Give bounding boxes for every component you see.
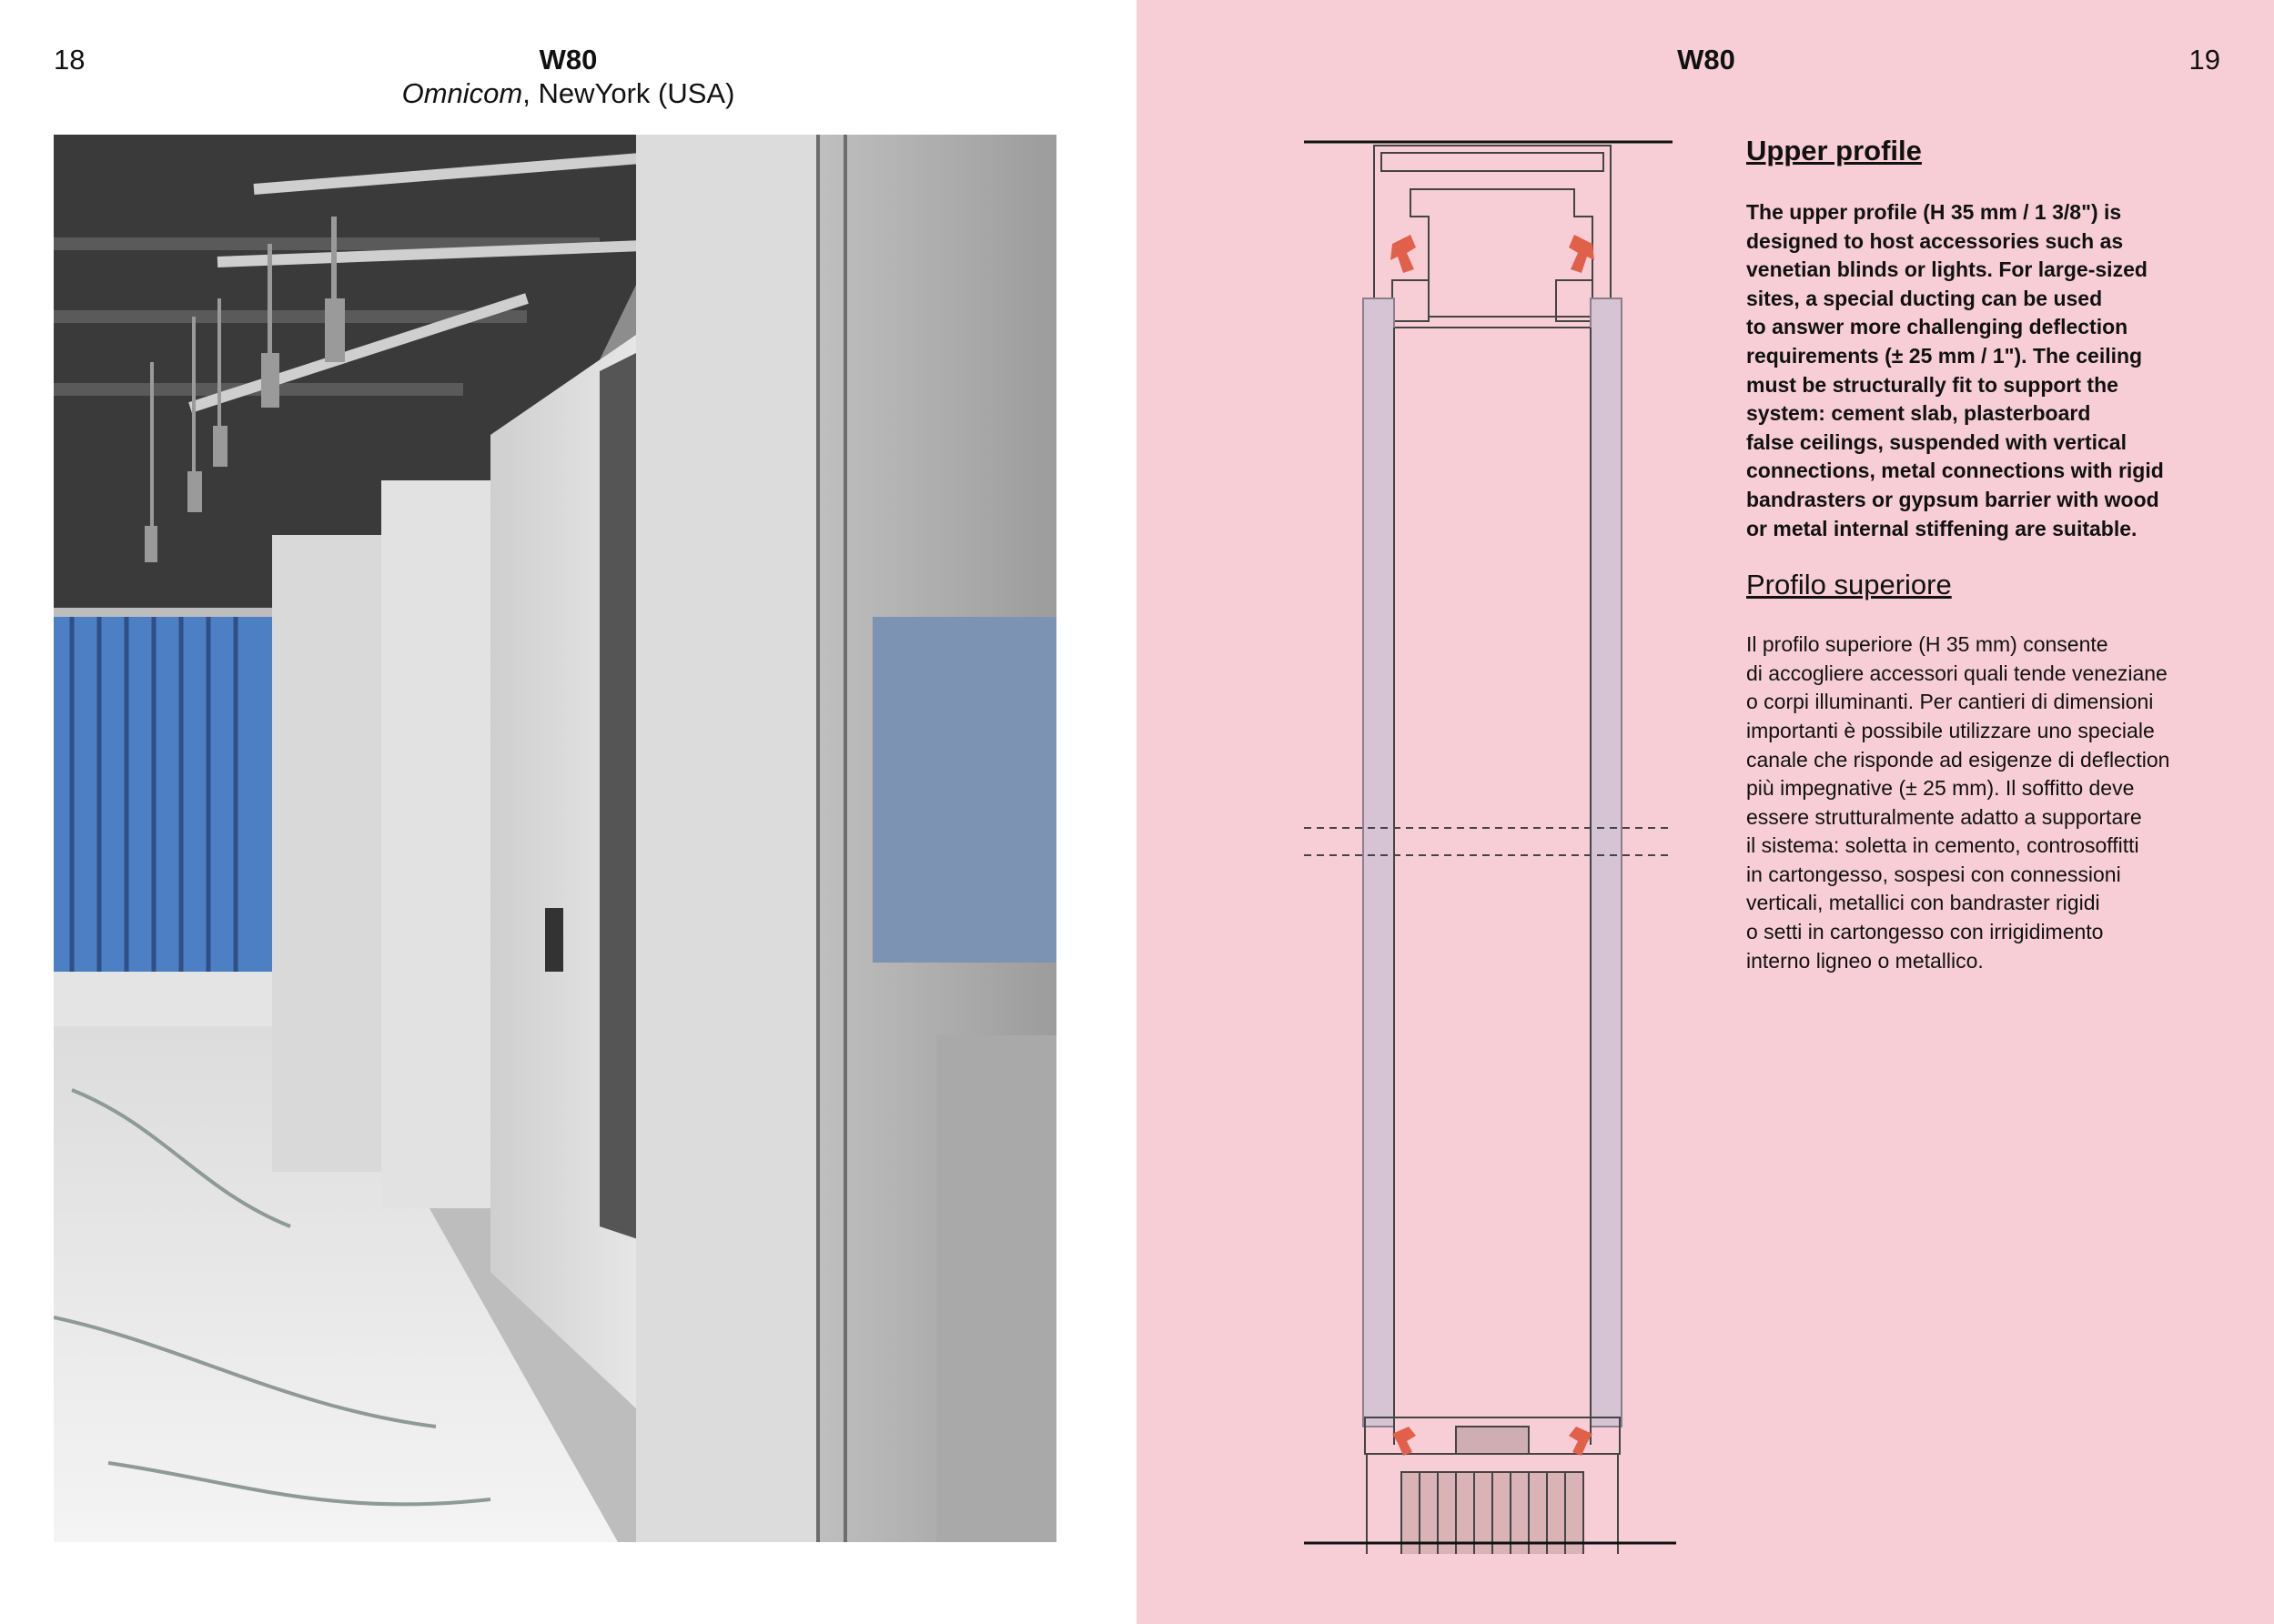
project-caption — [0, 77, 1137, 110]
upper-profile-section-drawing — [1301, 135, 1683, 1554]
text-line: di accogliere accessori quali tende veneziane — [1746, 661, 2168, 685]
text-line: to answer more challenging deflection — [1746, 315, 2128, 339]
page-number-right: 19 — [2188, 44, 2220, 76]
product-title-left: W80 — [539, 44, 598, 76]
text-line: bandrasters or gypsum barrier with wood — [1746, 487, 2159, 511]
text-line: canale che risponde ad esigenze di deflection — [1746, 747, 2170, 772]
project-location: , NewYork (USA) — [522, 77, 735, 109]
office-corridor-photo — [54, 135, 1056, 1542]
text-line: must be structurally fit to support the — [1746, 372, 2118, 397]
page-number-left: 18 — [54, 44, 86, 76]
heading-english: Upper profile — [1746, 135, 1922, 166]
text-line: system: cement slab, plasterboard — [1746, 401, 2091, 426]
text-line: verticali, metallici con bandraster rigidi — [1746, 891, 2100, 915]
text-line: false ceilings, suspended with vertical — [1746, 429, 2127, 454]
heading-italian: Profilo superiore — [1746, 569, 1952, 601]
project-name: Omnicom — [401, 77, 523, 109]
text-line: o corpi illuminanti. Per cantieri di dimensioni — [1746, 690, 2154, 714]
description-column — [1746, 135, 2219, 975]
body-italian — [1746, 630, 2219, 975]
text-line: in cartongesso, sospesi con connessioni — [1746, 862, 2121, 886]
text-line: connections, metal connections with rigid — [1746, 459, 2164, 483]
text-line: interno ligneo o metallico. — [1746, 948, 1984, 973]
product-title-right: W80 — [1677, 44, 1735, 76]
text-line: sites, a special ducting can be used — [1746, 286, 2103, 310]
text-line: il sistema: soletta in cemento, controsoffitti — [1746, 833, 2139, 858]
text-line: The upper profile (H 35 mm / 1 3/8") is — [1746, 200, 2122, 224]
text-line: Il profilo superiore (H 35 mm) consente — [1746, 632, 2108, 657]
text-line: or metal internal stiffening are suitable. — [1746, 516, 2138, 540]
text-line: requirements (± 25 mm / 1"). The ceiling — [1746, 343, 2143, 368]
text-line: essere strutturalmente adatto a supportare — [1746, 804, 2142, 829]
text-line: designed to host accessories such as — [1746, 228, 2124, 253]
text-line: importanti è possibile utilizzare uno speciale — [1746, 718, 2155, 742]
text-line: più impegnative (± 25 mm). Il soffitto deve — [1746, 776, 2135, 801]
body-english — [1746, 198, 2219, 543]
text-line: o setti in cartongesso con irrigidimento — [1746, 920, 2104, 944]
text-line: venetian blinds or lights. For large-sized — [1746, 257, 2148, 282]
